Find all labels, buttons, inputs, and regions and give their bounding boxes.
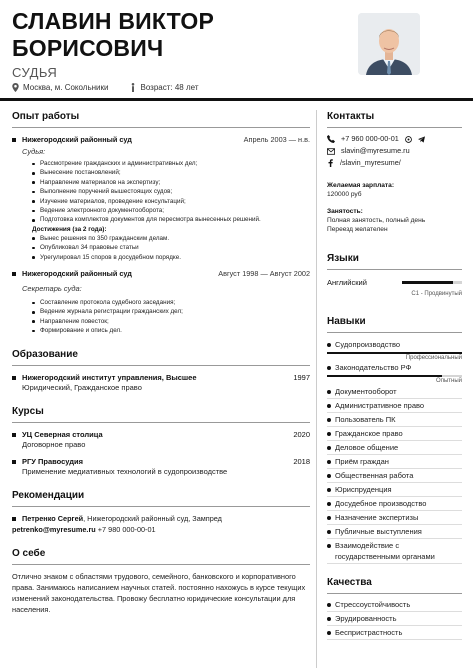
language-name: Английский — [327, 278, 367, 287]
square-bullet-icon — [12, 460, 16, 464]
recommender-details: , Нижегородский районный суд, Зампред — [83, 513, 222, 523]
list-item: Ведение электронного документооборота; — [32, 206, 310, 215]
contact-phone — [327, 133, 462, 145]
section-divider — [327, 269, 462, 270]
language-item — [327, 278, 462, 297]
square-bullet-icon — [12, 272, 16, 276]
skill-item: Досудебное производство — [327, 498, 462, 511]
job-role: Судья: — [22, 147, 46, 156]
languages-title: Языки — [327, 253, 359, 264]
course-item — [12, 429, 310, 450]
skill-level-fill — [327, 375, 442, 377]
job-role: Секретарь суда: — [22, 284, 82, 294]
social-text[interactable]: /slavin_myresume/ — [340, 158, 401, 167]
skill-level: Профессиональный — [405, 355, 462, 361]
skill-level: Опытный — [436, 378, 462, 384]
job-org: Нижегородский районный суд — [22, 135, 132, 144]
achievements-list — [32, 234, 310, 262]
education-specialty: Юридический, Гражданское право — [22, 382, 142, 392]
languages-section — [327, 252, 462, 297]
skill-item: Юриспруденция — [327, 484, 462, 497]
section-divider — [327, 332, 462, 333]
skill-item: Общественная работа — [327, 470, 462, 483]
education-section — [12, 348, 310, 393]
square-bullet-icon — [12, 376, 16, 380]
list-item: Подготовка комплектов документов для пересмотра вынесенных решений. — [32, 215, 310, 224]
course-org: УЦ Северная столица — [22, 429, 103, 439]
recommender-email[interactable]: petrenko@myresume.ru — [12, 524, 96, 534]
skill-item: Приём граждан — [327, 456, 462, 469]
qualities-title: Качества — [327, 577, 372, 588]
course-year: 2018 — [293, 456, 310, 466]
employment-label: Занятость: — [327, 208, 363, 215]
list-item: Изучение материалов, проведение консультаций; — [32, 197, 310, 206]
header-meta — [12, 83, 199, 92]
course-subject: Применение медиативных технологий в судопроизводстве — [22, 466, 228, 476]
list-item: Вынес решения по 350 гражданским делам. — [32, 234, 310, 243]
phone-text[interactable]: +7 960 000-00-01 — [341, 134, 399, 143]
quality-item: Эрудированность — [327, 613, 462, 626]
skills-section — [327, 315, 462, 564]
experience-title: Опыт работы — [12, 111, 80, 122]
contact-email — [327, 145, 462, 157]
header-divider — [0, 98, 473, 101]
square-bullet-icon — [12, 433, 16, 437]
relocation-value: Переезд желателен — [327, 226, 388, 233]
language-level-fill — [402, 281, 453, 284]
job-title: СУДЬЯ — [12, 65, 58, 80]
list-item: Вынесение постановлений; — [32, 168, 310, 177]
contacts-section — [327, 110, 462, 234]
recommendations-title: Рекомендации — [12, 489, 85, 501]
main-column — [12, 110, 310, 615]
skill-level-bar — [327, 375, 462, 377]
section-divider — [12, 506, 310, 507]
skill-item: Пользователь ПК — [327, 414, 462, 427]
side-column — [327, 110, 462, 641]
list-item: Выполнение поручений вышестоящих судов; — [32, 187, 310, 196]
quality-item: Беспристрастность — [327, 627, 462, 640]
list-item: Рассмотрение гражданских и административных дел; — [32, 159, 310, 168]
job-item — [12, 268, 310, 336]
location-text: Москва, м. Сокольники — [23, 83, 109, 92]
name-line-1: СЛАВИН ВИКТОР — [12, 8, 214, 34]
courses-section — [12, 405, 310, 477]
course-item — [12, 456, 310, 477]
job-item — [12, 134, 310, 262]
rated-skills — [327, 339, 462, 385]
salary-value: 120000 руб — [327, 191, 362, 198]
list-item: Формирование и опись дел. — [32, 326, 310, 335]
list-item: Составление протокола судебного заседания; — [32, 298, 310, 307]
recommendation-item — [12, 513, 310, 524]
skill-level-bar — [327, 352, 462, 354]
list-item: Урегулировал 15 споров в досудебном порядке. — [32, 253, 310, 262]
name-line-2: БОРИСОВИЧ — [12, 35, 164, 61]
telegram-icon[interactable] — [418, 136, 425, 143]
language-level: C1 - Продвинутый — [411, 291, 462, 297]
list-item: Опубликовал 34 правовые статьи — [32, 243, 310, 252]
courses-title: Курсы — [12, 405, 44, 417]
course-org: РГУ Правосудия — [22, 456, 84, 466]
skill-item: Публичные выступления — [327, 526, 462, 539]
skill-item: Гражданское право — [327, 428, 462, 441]
contact-social — [327, 157, 462, 169]
section-divider — [12, 422, 310, 423]
email-text[interactable]: slavin@myresume.ru — [341, 146, 410, 155]
recommender-phone: +7 980 000-00-01 — [95, 524, 156, 534]
square-bullet-icon — [12, 138, 16, 142]
skill-item — [327, 339, 462, 362]
candidate-name — [12, 8, 332, 62]
skill-item: Административное право — [327, 400, 462, 413]
skill-item: Деловое общение — [327, 442, 462, 455]
recommender-name: Петренко Сергей — [22, 513, 84, 523]
section-divider — [12, 127, 310, 128]
qualities-section — [327, 576, 462, 640]
course-subject: Договорное право — [22, 439, 86, 449]
skill-item: Документооборот — [327, 386, 462, 399]
list-item: Направление материалов на экспертизу; — [32, 178, 310, 187]
square-bullet-icon — [12, 517, 16, 521]
skill-name: Судопроизводство — [327, 339, 462, 350]
job-date: Август 1998 — Август 2002 — [218, 269, 310, 279]
skill-item — [327, 362, 462, 385]
skill-level-fill — [327, 352, 462, 354]
skill-item: Взаимодействие с государственными органами — [327, 540, 462, 564]
whatsapp-icon[interactable] — [405, 136, 412, 143]
profile-photo — [358, 13, 420, 75]
duties-list — [32, 298, 310, 336]
recommendations-section — [12, 489, 310, 535]
map-pin-icon — [12, 83, 19, 92]
skill-name: Законодательство РФ — [327, 362, 462, 373]
education-item — [12, 372, 310, 393]
skill-item: Назначение экспертизы — [327, 512, 462, 525]
language-level-bar — [402, 281, 462, 284]
facebook-icon — [327, 159, 334, 167]
about-title: О себе — [12, 547, 46, 559]
age-text: Возраст: 48 лет — [140, 83, 199, 92]
recommendation-contacts — [12, 524, 310, 535]
list-item: Направление повесток; — [32, 317, 310, 326]
mail-icon — [327, 148, 335, 155]
salary-label: Желаемая зарплата: — [327, 182, 395, 189]
about-text: Отлично знаком с областями трудового, семейного, банковского и корпоративного права. Занимаюсь написанием научных статей. постоянно нахожусь в курсе текущих изменений законодательства. Провожу бесплатно юридические консультации для населения. — [12, 571, 306, 614]
section-divider — [327, 593, 462, 594]
plain-skills — [327, 386, 462, 564]
quality-item: Стрессоустойчивость — [327, 599, 462, 612]
education-org: Нижегородский институт управления, Высшее — [22, 372, 197, 382]
course-year: 2020 — [293, 429, 310, 439]
list-item: Ведение журнала регистрации гражданских дел; — [32, 307, 310, 316]
experience-section — [12, 110, 310, 336]
job-org: Нижегородский районный суд — [22, 269, 132, 279]
contacts-title: Контакты — [327, 111, 375, 122]
section-divider — [12, 365, 310, 366]
section-divider — [327, 127, 462, 128]
duties-list — [32, 159, 310, 225]
phone-icon — [327, 135, 335, 143]
job-date: Апрель 2003 — н.в. — [243, 135, 310, 144]
education-year: 1997 — [293, 372, 310, 382]
person-icon — [130, 83, 136, 92]
column-divider — [316, 110, 317, 668]
education-title: Образование — [12, 348, 78, 360]
about-section — [12, 547, 310, 615]
skills-title: Навыки — [327, 316, 366, 327]
employment-value: Полная занятость, полный день — [327, 217, 426, 224]
achievements-title: Достижения (за 2 года): — [32, 225, 107, 233]
section-divider — [12, 564, 310, 565]
